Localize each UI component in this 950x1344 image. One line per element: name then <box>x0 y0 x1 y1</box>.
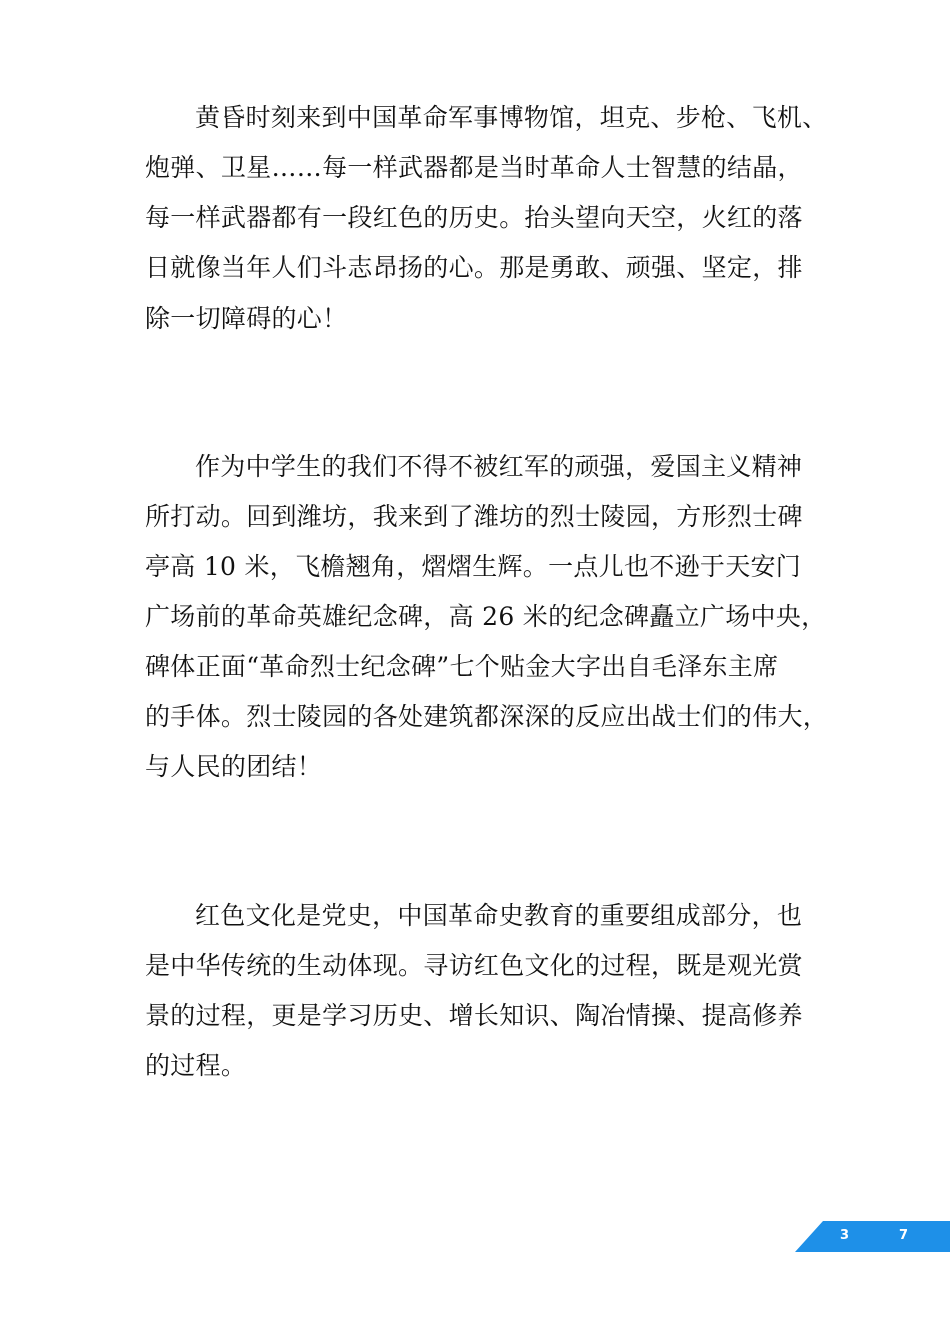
paragraph-line: 景的过程，更是学习历史、增长知识、陶冶情操、提高修养 <box>145 1001 803 1030</box>
paragraph-line: 日就像当年人们斗志昂扬的心。那是勇敢、顽强、坚定，排 <box>145 253 803 282</box>
page-indicator <box>795 1221 950 1252</box>
paragraph-line: 的手体。烈士陵园的各处建筑都深深的反应出战士们的伟大， <box>145 702 829 731</box>
total-pages-number: 7 <box>899 1228 909 1243</box>
paragraph-line: 炮弹、卫星……每一样武器都是当时革命人士智慧的结晶， <box>145 153 803 182</box>
paragraph-line: 所打动。回到潍坊，我来到了潍坊的烈士陵园，方形烈士碑 <box>145 502 803 531</box>
paragraph-line: 每一样武器都有一段红色的历史。抬头望向天空，火红的落 <box>145 203 803 232</box>
paragraph-line: 广场前的革命英雄纪念碑，高 26 米的纪念碑矗立广场中央， <box>145 602 827 631</box>
paragraph-line: 亭高 10 米，飞檐翘角，熠熠生辉。一点儿也不逊于天安门 <box>145 552 802 581</box>
paragraph-line: 是中华传统的生动体现。寻访红色文化的过程，既是观光赏 <box>145 951 803 980</box>
paragraph-line: 红色文化是党史，中国革命史教育的重要组成部分，也 <box>195 901 803 930</box>
paragraph-line: 作为中学生的我们不得不被红军的顽强，爱国主义精神 <box>195 452 803 481</box>
page-badge-shape <box>795 1221 950 1252</box>
paragraph-line: 的过程。 <box>145 1051 247 1080</box>
paragraph-line: 碑体正面“革命烈士纪念碑”七个贴金大字出自毛泽东主席 <box>145 652 779 681</box>
current-page-number: 3 <box>840 1228 850 1243</box>
paragraph-line: 除一切障碍的心！ <box>145 304 348 333</box>
paragraph-line: 黄昏时刻来到中国革命军事博物馆，坦克、步枪、飞机、 <box>195 103 828 132</box>
paragraph-line: 与人民的团结！ <box>145 752 323 781</box>
